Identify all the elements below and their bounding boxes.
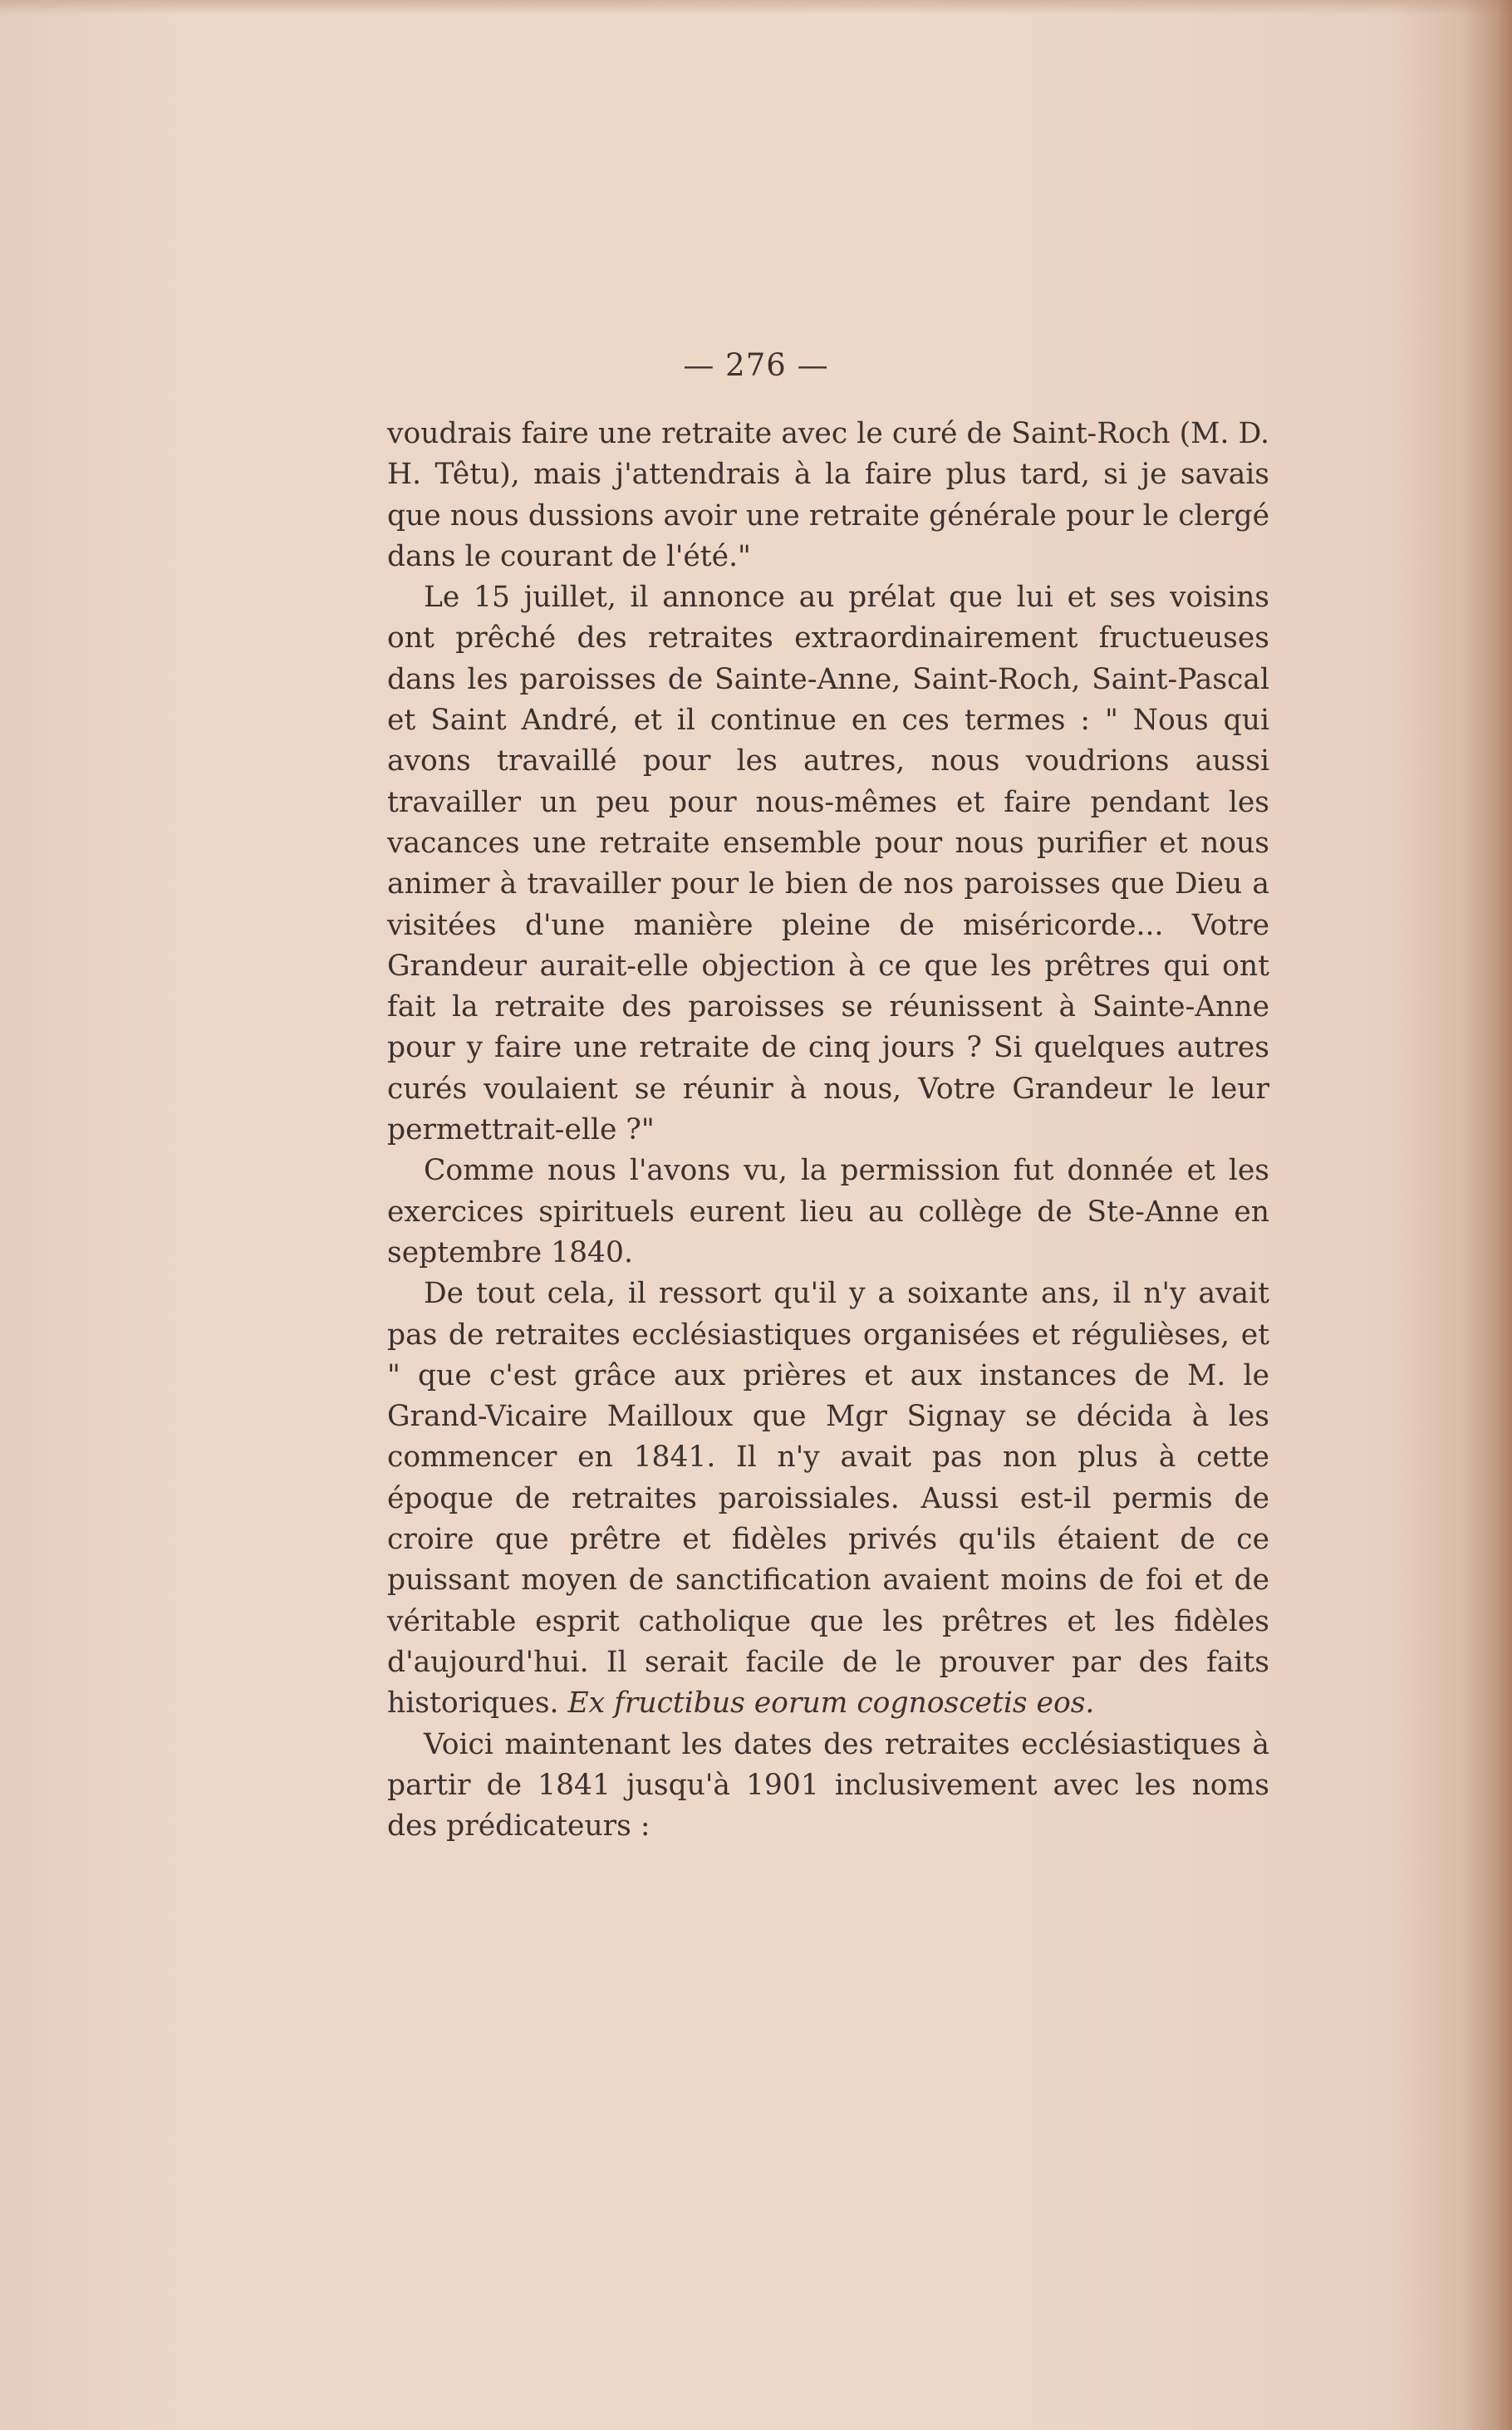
- latin-quote: Ex fructibus eorum cognoscetis eos.: [567, 1686, 1095, 1721]
- paragraph-4: [387, 1274, 1269, 1724]
- paragraph-2: Le 15 juillet, il annonce au prélat que lui et ses voisins ont prêché des retraites extraordinairement fructueuses dans les paroisses de Sainte-Anne, Saint-Roch, Saint-Pascal et Saint André, et il continue en ces termes : " Nous qui avons travaillé pour les autres, nous voudrions aussi travailler un peu pour nous-mêmes et faire pendant les vacances une retraite ensemble pour nous purifier et nous animer à travailler pour le bien de nos paroisses que Dieu a visitées d'une manière pleine de miséricorde... Votre Grandeur aurait-elle objection à ce que les prêtres qui ont fait la retraite des paroisses se réunissent à Sainte-Anne pour y faire une retraite de cinq jours ? Si quelques autres curés voulaient se réunir à nous, Votre Grandeur le leur permettrait-elle ?": [387, 581, 1269, 1147]
- page-number: — 276 —: [683, 347, 829, 383]
- paragraph-4-text: De tout cela, il ressort qu'il y a soixante ans, il n'y avait pas de retraites ecclésiastiques organisées et régulièses, et " que c'est grâce aux prières et aux instances de M. le Grand-Vicaire Mailloux que Mgr Signay se décida à les commencer en 1841. Il n'y avait pas non plus à cette époque de retraites paroissiales. Aussi est-il permis de croire que prêtre et fidèles privés qu'ils étaient de ce puissant moyen de sanctification avaient moins de foi et de véritable esprit catholique que les prêtres et les fidèles d'aujourd'hui. Il serait facile de le prouver par des faits historiques.: [387, 1277, 1269, 1721]
- paragraph-5: Voici maintenant les dates des retraites ecclésiastiques à partir de 1841 jusqu'à 1901 inclusivement avec les noms des prédicateurs :: [387, 1727, 1269, 1843]
- body-text: [387, 414, 1269, 1847]
- page-top-edge: [0, 0, 1512, 15]
- paragraph-3: Comme nous l'avons vu, la permission fut donnée et les exercices spirituels eurent lieu au collège de Ste-Anne en septembre 1840.: [387, 1154, 1269, 1269]
- paragraph-1: voudrais faire une retraite avec le curé de Saint-Roch (M. D. H. Têtu), mais j'attendrais à la faire plus tard, si je savais que nous dussions avoir une retraite générale pour le clergé dans le courant de l'été.": [387, 417, 1269, 573]
